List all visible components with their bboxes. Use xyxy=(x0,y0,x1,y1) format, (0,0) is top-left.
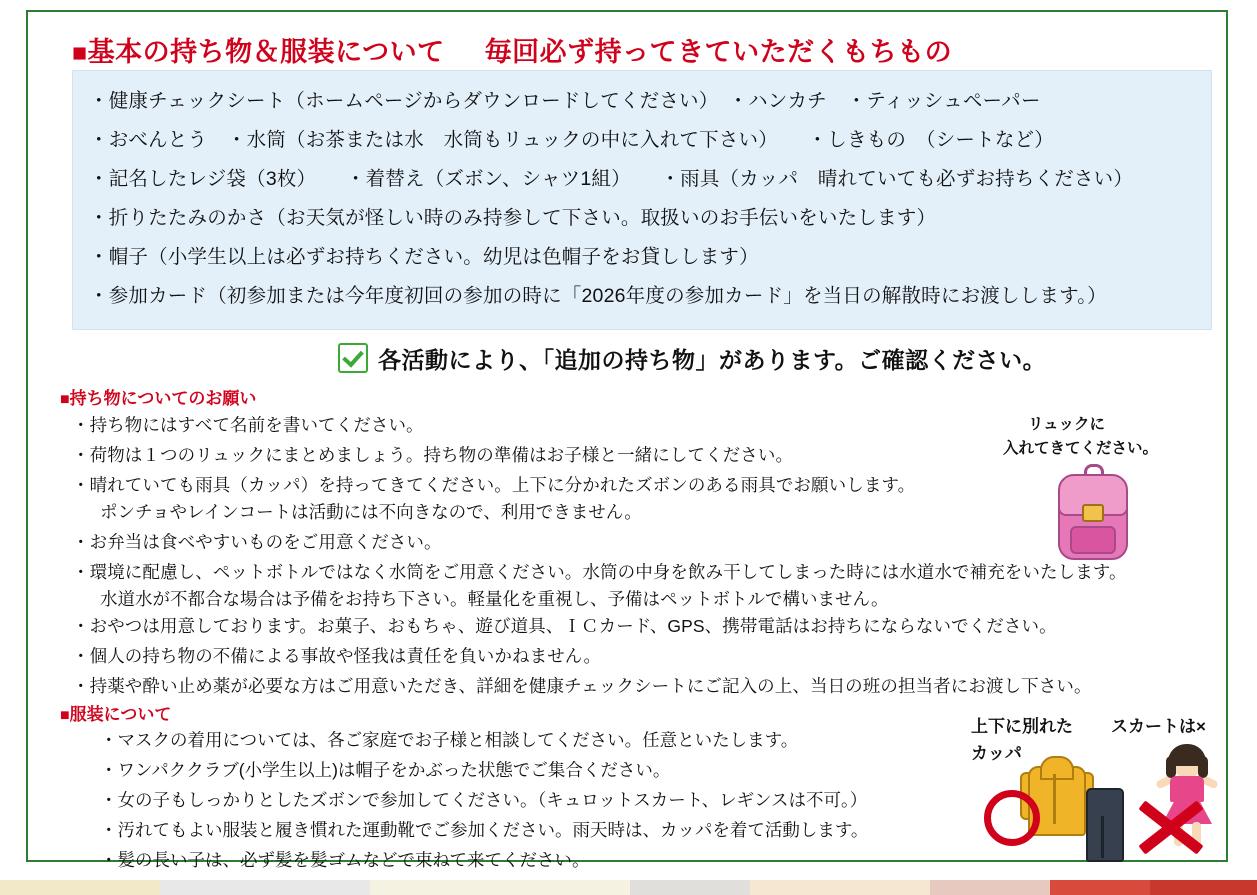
annotation-kappa-line1: 上下に別れた xyxy=(971,717,1073,736)
page-title xyxy=(72,30,1192,69)
section-title-items-text: 持ち物についてのお願い xyxy=(69,389,257,408)
items-line: ポンチョやレインコートは活動には不向きなので、利用できません。 xyxy=(100,502,642,522)
cross-ng-icon xyxy=(1134,794,1204,858)
clothing-line: ・ワンパククラブ(小学生以上)は帽子をかぶった状態でご集合ください。 xyxy=(100,760,671,780)
section-marker-icon: ■ xyxy=(60,707,70,724)
section-title-clothing-text: 服装について xyxy=(69,705,172,724)
section-title-clothing xyxy=(60,700,171,725)
heading-marker-icon: ■ xyxy=(72,39,88,67)
items-line: ・持ち物にはすべて名前を書いてください。 xyxy=(72,415,424,435)
items-line: ・晴れていても雨具（カッパ）を持ってきてください。上下に分かれたズボンのある雨具でお願いします。 xyxy=(72,475,916,495)
section-marker-icon: ■ xyxy=(60,391,70,408)
clothing-line: ・女の子もしっかりとしたズボンで参加してください。（キュロットスカート、レギンスは不可。） xyxy=(100,790,868,810)
document-frame xyxy=(26,10,1228,870)
clothing-line: ・汚れてもよい服装と履き慣れた運動靴でご参加ください。雨天時は、カッパを着て活動します。 xyxy=(100,820,869,840)
basic-items-box xyxy=(72,70,1212,330)
items-line: 水道水が不都合な場合は予備をお持ち下さい。軽量化を重視し、予備はペットボトルで構いません。 xyxy=(100,589,889,609)
items-line: ・お弁当は食べやすいものをご用意ください。 xyxy=(72,532,442,552)
basic-item-line: ・参加カード（初参加または今年度初回の参加の時に「2026年度の参加カード」を当日の解散時にお渡しします。） xyxy=(89,285,1107,307)
basic-item-line: ・記名したレジ袋（3枚） ・着替え（ズボン、シャツ1組） ・雨具（カッパ 晴れていても必ずお持ちください） xyxy=(89,168,1134,190)
basic-item-line: ・おべんとう ・水筒（お茶または水 水筒もリュックの中に入れて下さい） ・しきもの （シートなど） xyxy=(89,129,1054,151)
checkbox-checked-icon xyxy=(338,343,368,373)
basic-item-line: ・健康チェックシート（ホームページからダウンロードしてください） ・ハンカチ ・ティッシュペーパー xyxy=(89,90,1041,112)
items-line: ・持薬や酔い止め薬が必要な方はご用意いただき、詳細を健康チェックシートにご記入の上、当日の班の担当者にお渡し下さい。 xyxy=(72,676,1092,696)
items-line: ・個人の持ち物の不備による事故や怪我は責任を負いかねません。 xyxy=(72,646,602,666)
additional-items-notice xyxy=(338,342,1046,375)
raincoat-icon xyxy=(1028,760,1124,864)
additional-items-notice-text: 各活動により、「追加の持ち物」があります。ご確認ください。 xyxy=(378,347,1047,373)
backpack-icon xyxy=(1048,464,1134,560)
annotation-skirt: スカートは× xyxy=(1111,717,1206,736)
clothing-line: ・髪の長い子は、必ず髪を髪ゴムなどで束ねて来てください。 xyxy=(100,850,590,870)
items-line: ・環境に配慮し、ペットボトルではなく水筒をご用意ください。水筒の中身を飲み干してしまった時には水道水で補充をいたします。 xyxy=(72,562,1127,582)
items-line: ・おやつは用意しております。お菓子、おもちゃ、遊び道具、ＩＣカード、GPS、携帯電話はお持ちにならないでください。 xyxy=(72,616,1057,636)
items-line: ・荷物は１つのリュックにまとめましょう。持ち物の準備はお子様と一緒にしてください。 xyxy=(72,445,794,465)
basic-item-line: ・折りたたみのかさ（お天気が怪しい時のみ持参して下さい。取扱いのお手伝いをいたします） xyxy=(89,207,937,229)
annotation-backpack-line1: リュックに xyxy=(1028,416,1106,433)
bottom-decorative-strip xyxy=(0,880,1257,895)
section-title-items xyxy=(60,384,256,409)
heading-subtitle: 毎回必ず持ってきていただくもちもの xyxy=(484,37,953,67)
annotation-kappa-line2: カッパ xyxy=(971,744,1022,763)
circle-ok-icon xyxy=(984,790,1040,846)
clothing-line: ・マスクの着用については、各ご家庭でお子様と相談してください。任意といたします。 xyxy=(100,730,799,750)
heading-title: 基本の持ち物＆服装について xyxy=(87,37,445,67)
basic-item-line: ・帽子（小学生以上は必ずお持ちください。幼児は色帽子をお貸しします） xyxy=(89,246,759,268)
annotation-backpack-line2: 入れてきてください。 xyxy=(1003,440,1159,457)
